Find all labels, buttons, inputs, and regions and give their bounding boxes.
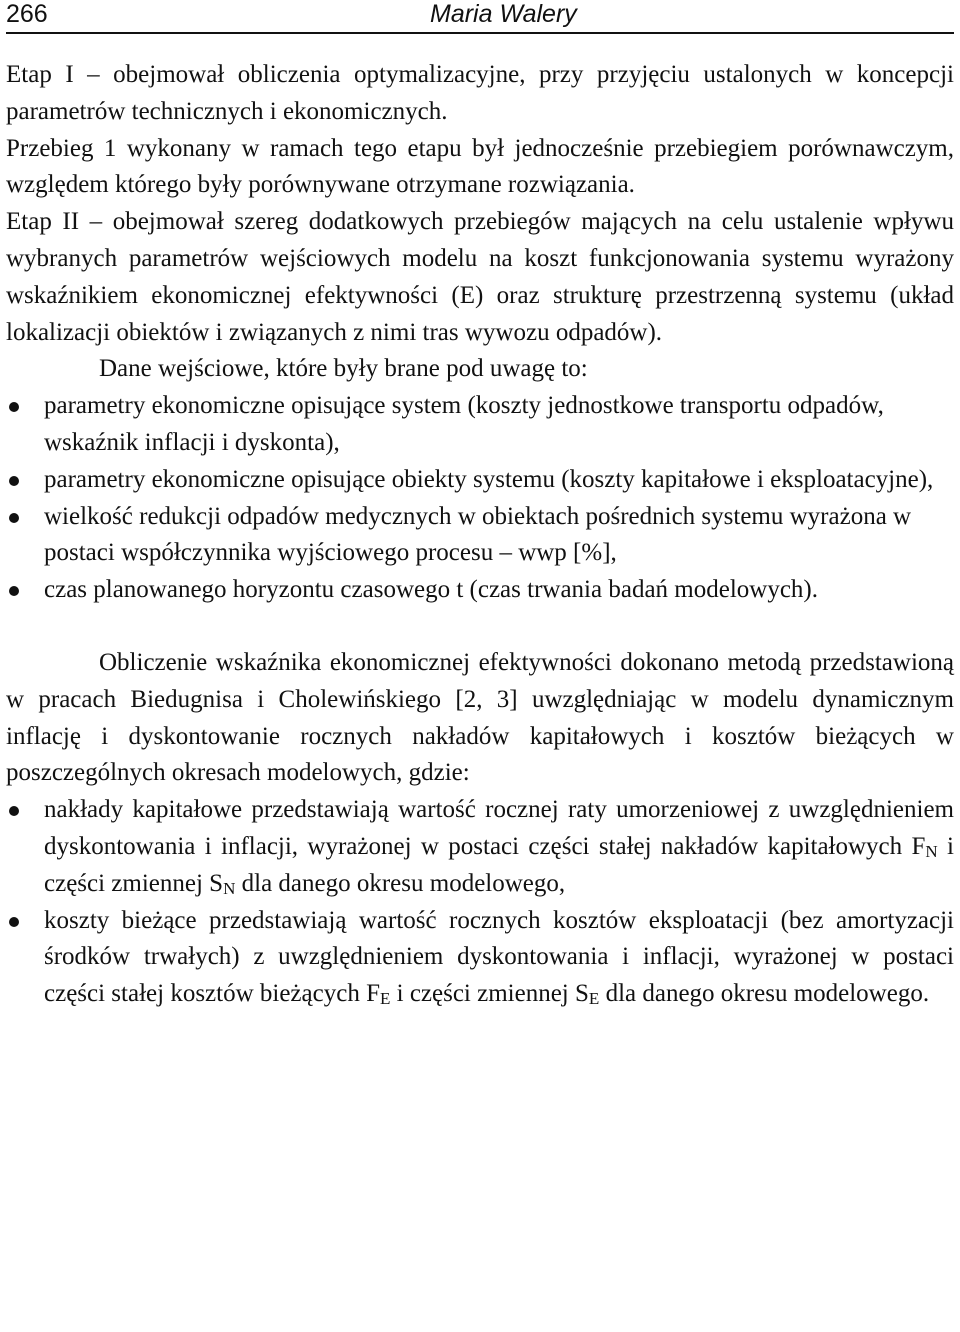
list-item-text: nakłady kapitałowe przedstawiają wartość rocznej raty umorzeniowej z uwzględnieniem dyskontowania i inflacji, wyrażonej w postaci części stałej nakładów kapitałowych F xyxy=(44,796,954,860)
list-item-text: i części zmiennej S xyxy=(44,832,954,897)
paragraph-przebieg-1: Przebieg 1 wykonany w ramach tego etapu był jednocześnie przebiegiem porównawczym, względem którego były porównywane otrzymane rozwiązania. xyxy=(6,134,954,199)
section-spacer xyxy=(6,609,954,645)
paragraph-etap-2: Etap II – obejmował szereg dodatkowych przebiegów mających na celu ustalenie wpływu wybranych parametrów wejściowych modelu na koszt funkcjonowania systemu wyrażony wskaźnikiem ekonomicznej efektywności (E) oraz strukturę przestrzenną systemu (układ lokalizacji obiektów i związanych z nimi tras wywozu odpadów). xyxy=(6,208,954,346)
list-item-text: dla danego okresu modelowego. xyxy=(599,980,930,1008)
bullet-icon xyxy=(9,476,19,486)
running-header xyxy=(6,0,954,34)
bullet-icon xyxy=(9,806,19,816)
subscript: E xyxy=(379,989,391,1009)
list-item xyxy=(6,572,954,609)
list-item-text: i części zmiennej S xyxy=(390,980,589,1008)
bullet-icon xyxy=(9,402,19,412)
list-item xyxy=(6,903,954,1013)
list-item-text: dla danego okresu modelowego, xyxy=(235,869,566,897)
subscript: E xyxy=(588,989,600,1009)
subscript: N xyxy=(223,878,236,898)
running-title-author: Maria Walery xyxy=(430,0,577,28)
list-item xyxy=(6,499,954,573)
paragraph-economic-efficiency: Obliczenie wskaźnika ekonomicznej efektywności dokonano metodą przedstawioną w pracach Biedugnisa i Cholewińskiego [2, 3] uwzględniając w modelu dynamicznym inflację i dyskontowanie rocznych nakładów kapitałowych i kosztów bieżących w poszczególnych okresach modelowych, gdzie: xyxy=(6,648,954,787)
page-number: 266 xyxy=(6,0,48,28)
list-item xyxy=(6,388,954,462)
list-item-text: koszty bieżące przedstawiają wartość rocznych kosztów eksploatacji (bez amortyzacji środków trwałych) z uwzględnieniem dyskontowania i inflacji, wyrażonej w postaci części stałej kosztów bieżących F xyxy=(44,906,954,1008)
paragraph-etap-1: Etap I – obejmował obliczenia optymalizacyjne, przy przyjęciu ustalonych w koncepcji parametrów technicznych i ekonomicznych. xyxy=(6,61,954,125)
subscript: N xyxy=(925,841,938,861)
bullet-icon xyxy=(9,513,19,523)
list-item-text: parametry ekonomiczne opisujące obiekty systemu (koszty kapitałowe i eksploatacyjne), xyxy=(44,465,934,493)
list-item-text: czas planowanego horyzontu czasowego t (czas trwania badań modelowych). xyxy=(44,576,818,604)
list-item-text: parametry ekonomiczne opisujące system (koszty jednostkowe transportu odpadów, wskaźnik inflacji i dyskonta), xyxy=(44,392,884,456)
bullet-icon xyxy=(9,917,19,927)
paragraph-input-data-intro: Dane wejściowe, które były brane pod uwagę to: xyxy=(99,355,588,383)
cost-components-list xyxy=(6,792,954,1013)
bullet-icon xyxy=(9,586,19,596)
list-item-text: wielkość redukcji odpadów medycznych w obiektach pośrednich systemu wyrażona w postaci współczynnika wyjściowego procesu – wwp [%], xyxy=(44,502,912,567)
list-item xyxy=(6,462,954,499)
body-text xyxy=(6,57,954,1013)
list-item xyxy=(6,792,954,902)
input-data-list xyxy=(6,388,954,609)
